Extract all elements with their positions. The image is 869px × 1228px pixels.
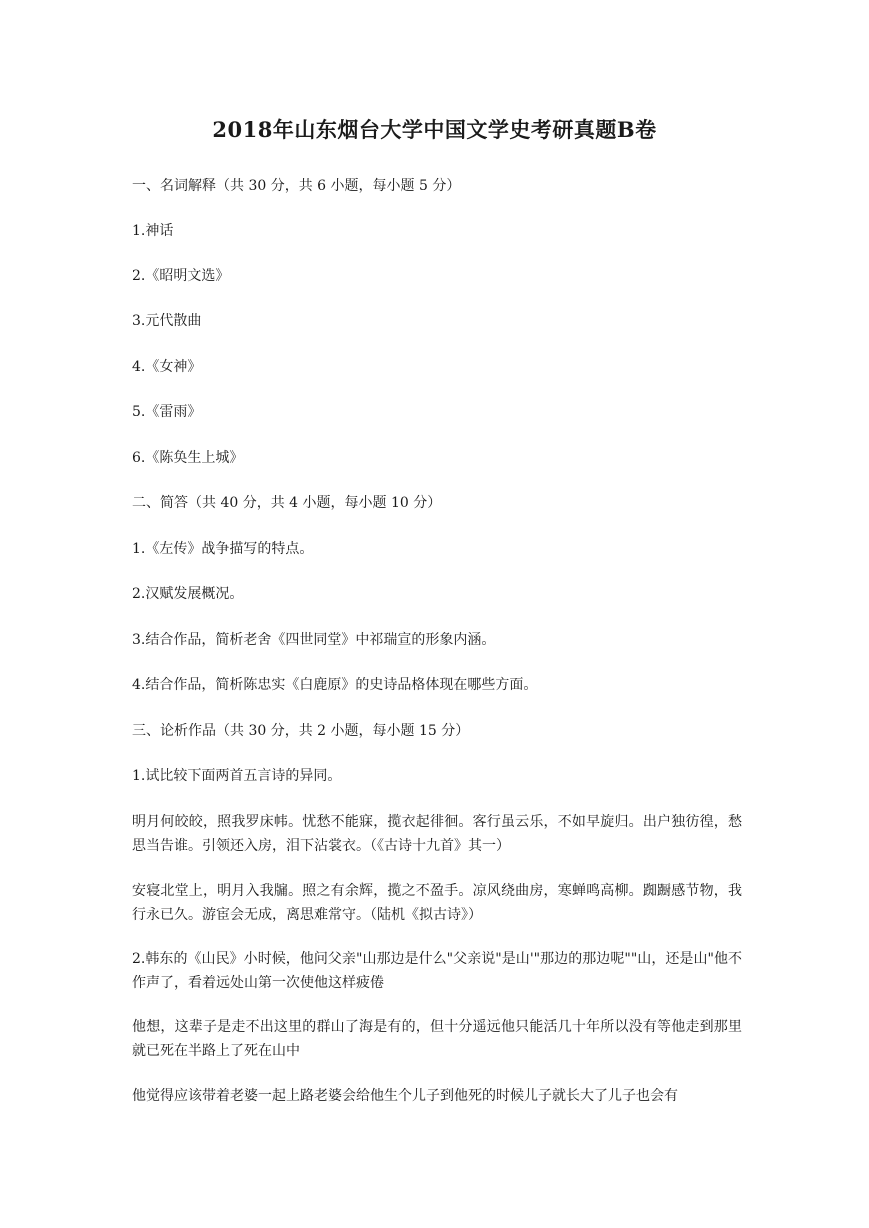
section-2-heading: 二、简答（共 40 分，共 4 小题，每小题 10 分） <box>132 495 442 511</box>
poem-2-paragraph: 安寝北堂上，明月入我牖。照之有余辉，揽之不盈手。凉风绕曲房，寒蝉鸣高柳。踟蹰感节物，我行永已久。游宦会无成，离思难常守。（陆机《拟古诗》） <box>132 883 742 923</box>
section-3-question-1: 1.试比较下面两首五言诗的异同。 <box>132 768 342 784</box>
section-1-item-5: 5.《雷雨》 <box>132 404 202 420</box>
section-2-item-4: 4.结合作品，简析陈忠实《白鹿原》的史诗品格体现在哪些方面。 <box>132 677 538 693</box>
question-2-paragraph-3: 他觉得应该带着老婆一起上路老婆会给他生个儿子到他死的时候儿子就长大了儿子也会有 <box>132 1088 678 1104</box>
section-1-item-1: 1.神话 <box>132 223 174 239</box>
section-1-item-2: 2.《昭明文选》 <box>132 268 230 284</box>
section-1-item-3: 3.元代散曲 <box>132 313 202 329</box>
section-3-heading: 三、论析作品（共 30 分，共 2 小题，每小题 15 分） <box>132 723 470 739</box>
section-2-item-2: 2.汉赋发展概况。 <box>132 586 244 602</box>
page-title: 2018年山东烟台大学中国文学史考研真题B卷 <box>212 117 657 142</box>
section-1-heading: 一、名词解释（共 30 分，共 6 小题，每小题 5 分） <box>132 178 461 194</box>
section-1-item-6: 6.《陈奂生上城》 <box>132 450 244 466</box>
section-2-item-3: 3.结合作品，简析老舍《四世同堂》中祁瑞宣的形象内涵。 <box>132 632 496 648</box>
section-3-question-2: 2.韩东的《山民》小时候，他问父亲"山那边是什么"父亲说"是山'"那边的那边呢""山，还是山"他不作声了，看着远处山第一次使他这样疲倦 <box>132 951 742 991</box>
section-1-item-4: 4.《女神》 <box>132 359 202 375</box>
section-2-item-1: 1.《左传》战争描写的特点。 <box>132 541 314 557</box>
poem-1-paragraph: 明月何皎皎，照我罗床帏。忧愁不能寐，揽衣起徘徊。客行虽云乐，不如早旋归。出户独彷徨，愁思当告谁。引领还入房，泪下沾裳衣。（《古诗十九首》其一） <box>132 814 742 854</box>
question-2-paragraph-2: 他想，这辈子是走不出这里的群山了海是有的，但十分遥远他只能活几十年所以没有等他走到那里就已死在半路上了死在山中 <box>132 1019 742 1059</box>
